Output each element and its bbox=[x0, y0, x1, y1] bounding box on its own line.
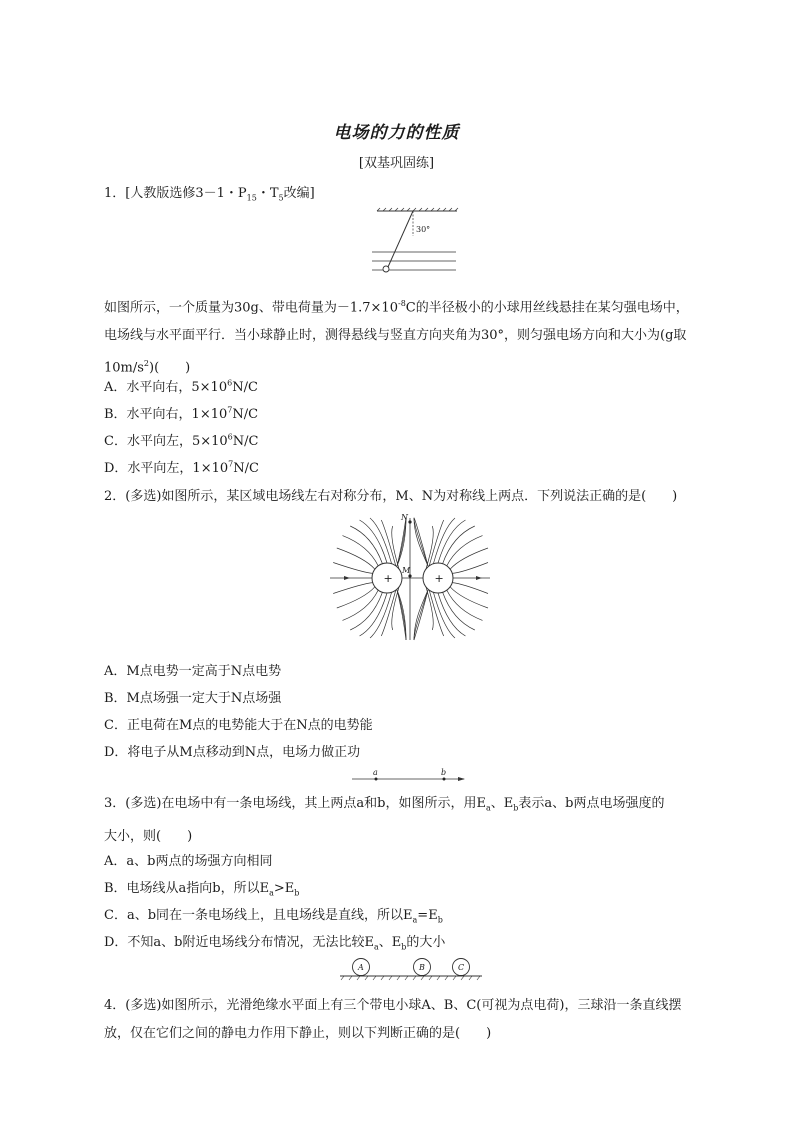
field-line bbox=[350, 592, 382, 630]
point-a bbox=[375, 778, 378, 781]
field-line bbox=[450, 587, 488, 608]
q1-stem: 如图所示，一个质量为30g、带电荷量为$-1.7\times 10^{-8}C$的半径极小的小球用丝线悬挂在某匀强电场中， 电场线与水平面平行．当小球静止时，测得悬线与竖直方向夹角为30°，则匀强电场方向和大小为(g取 $10m/s^2$)( ) bbox=[104, 299, 689, 376]
q3-stem: 3．(多选)在电场中有一条电场线，其上两点a和b，如图所示，用$E_a$、$E_b$表示a、b两点电场强度的 大小，则( ) bbox=[104, 796, 665, 844]
field-line bbox=[452, 583, 488, 594]
point-n bbox=[408, 520, 411, 523]
label-n: N bbox=[401, 513, 408, 522]
charge-left-sign: + bbox=[383, 572, 393, 585]
field-line bbox=[414, 590, 428, 640]
label-b: b bbox=[441, 768, 447, 777]
q4-stem: 4．(多选)如图所示，光滑绝缘水平面上有三个带电小球A、B、C(可视为点电荷)，三球沿一条直线摆 放，仅在它们之间的静电力作用下静止，则以下判断正确的是( ) bbox=[104, 998, 682, 1041]
q1-option-b[interactable]: B．水平向右，$1\times 10^7N/C$ bbox=[104, 405, 259, 422]
q3-option-a[interactable]: A．a、b两点的场强方向相同 bbox=[104, 854, 273, 869]
q2-option-a[interactable]: A．M点电势一定高于N点电势 bbox=[104, 664, 282, 679]
q1-figure bbox=[372, 208, 462, 280]
section-subtitle: [双基巩固练] bbox=[358, 156, 435, 171]
q2-option-c[interactable]: C．正电荷在M点的电势能大于在N点的电势能 bbox=[104, 718, 373, 733]
q2-stem: 2．(多选)如图所示，某区域电场线左右对称分布，M、N为对称线上两点．下列说法正确的是( ) bbox=[104, 489, 678, 504]
field-line bbox=[337, 548, 375, 569]
field-line bbox=[414, 518, 428, 566]
q2-field-figure bbox=[330, 510, 490, 645]
field-line bbox=[333, 583, 373, 594]
q1-option-d[interactable]: D．水平向左，$1\times 10^7N/C$ bbox=[104, 459, 259, 476]
label-m: M bbox=[402, 566, 411, 575]
thread bbox=[388, 211, 413, 267]
field-line bbox=[397, 590, 406, 640]
field-line bbox=[447, 590, 483, 620]
ball bbox=[383, 266, 389, 272]
field-line bbox=[438, 520, 466, 563]
q1-option-c[interactable]: C．水平向左，$5\times 10^6N/C$ bbox=[104, 432, 259, 449]
q2-option-b[interactable]: B．M点场强一定大于N点场强 bbox=[104, 691, 282, 706]
field-line bbox=[360, 593, 388, 636]
label-a: a bbox=[373, 768, 378, 777]
q1-option-a[interactable]: A．水平向右，$5\times 10^6N/C$ bbox=[104, 378, 258, 395]
field-line bbox=[343, 590, 379, 620]
field-line bbox=[360, 520, 388, 563]
q3-line-figure bbox=[352, 768, 472, 784]
field-line bbox=[452, 563, 488, 574]
angle-label: 30° bbox=[416, 225, 431, 234]
charge-right-sign: + bbox=[434, 572, 444, 585]
q4-balls-figure bbox=[340, 956, 486, 982]
q3-option-d[interactable]: D．不知a、b附近电场线分布情况，无法比较$E_a$、$E_b$的大小 bbox=[104, 935, 446, 952]
field-line bbox=[447, 536, 483, 566]
field-line bbox=[450, 548, 488, 569]
q2-option-d[interactable]: D．将电子从M点移动到N点，电场力做正功 bbox=[104, 745, 361, 760]
q3-option-c[interactable]: C．a、b同在一条电场线上，且电场线是直线，所以$E_a=E_b$ bbox=[104, 908, 443, 925]
field-line bbox=[397, 590, 406, 640]
q3-option-b[interactable]: B．电场线从a指向b，所以$E_a>E_b$ bbox=[104, 881, 300, 898]
field-line bbox=[337, 587, 375, 608]
q1-header: 1．[人教版选修3－1・$P_{15}$・$T_5$改编] bbox=[104, 186, 315, 203]
field-line bbox=[381, 520, 396, 566]
ball-a-label: A bbox=[358, 963, 364, 972]
point-b bbox=[443, 778, 446, 781]
field-line bbox=[397, 590, 406, 640]
field-line bbox=[397, 518, 406, 566]
ball-c-label: C bbox=[458, 963, 465, 972]
field-line bbox=[443, 592, 475, 630]
field-line bbox=[443, 526, 475, 564]
field-line bbox=[343, 536, 379, 566]
field-line bbox=[429, 590, 444, 636]
field-line bbox=[350, 526, 382, 564]
field-line bbox=[429, 520, 444, 566]
field-line bbox=[333, 563, 373, 574]
field-line bbox=[438, 593, 466, 636]
page-title: 电场的力的性质 bbox=[333, 123, 460, 143]
ball-b-label: B bbox=[419, 963, 425, 972]
field-line bbox=[381, 590, 396, 636]
